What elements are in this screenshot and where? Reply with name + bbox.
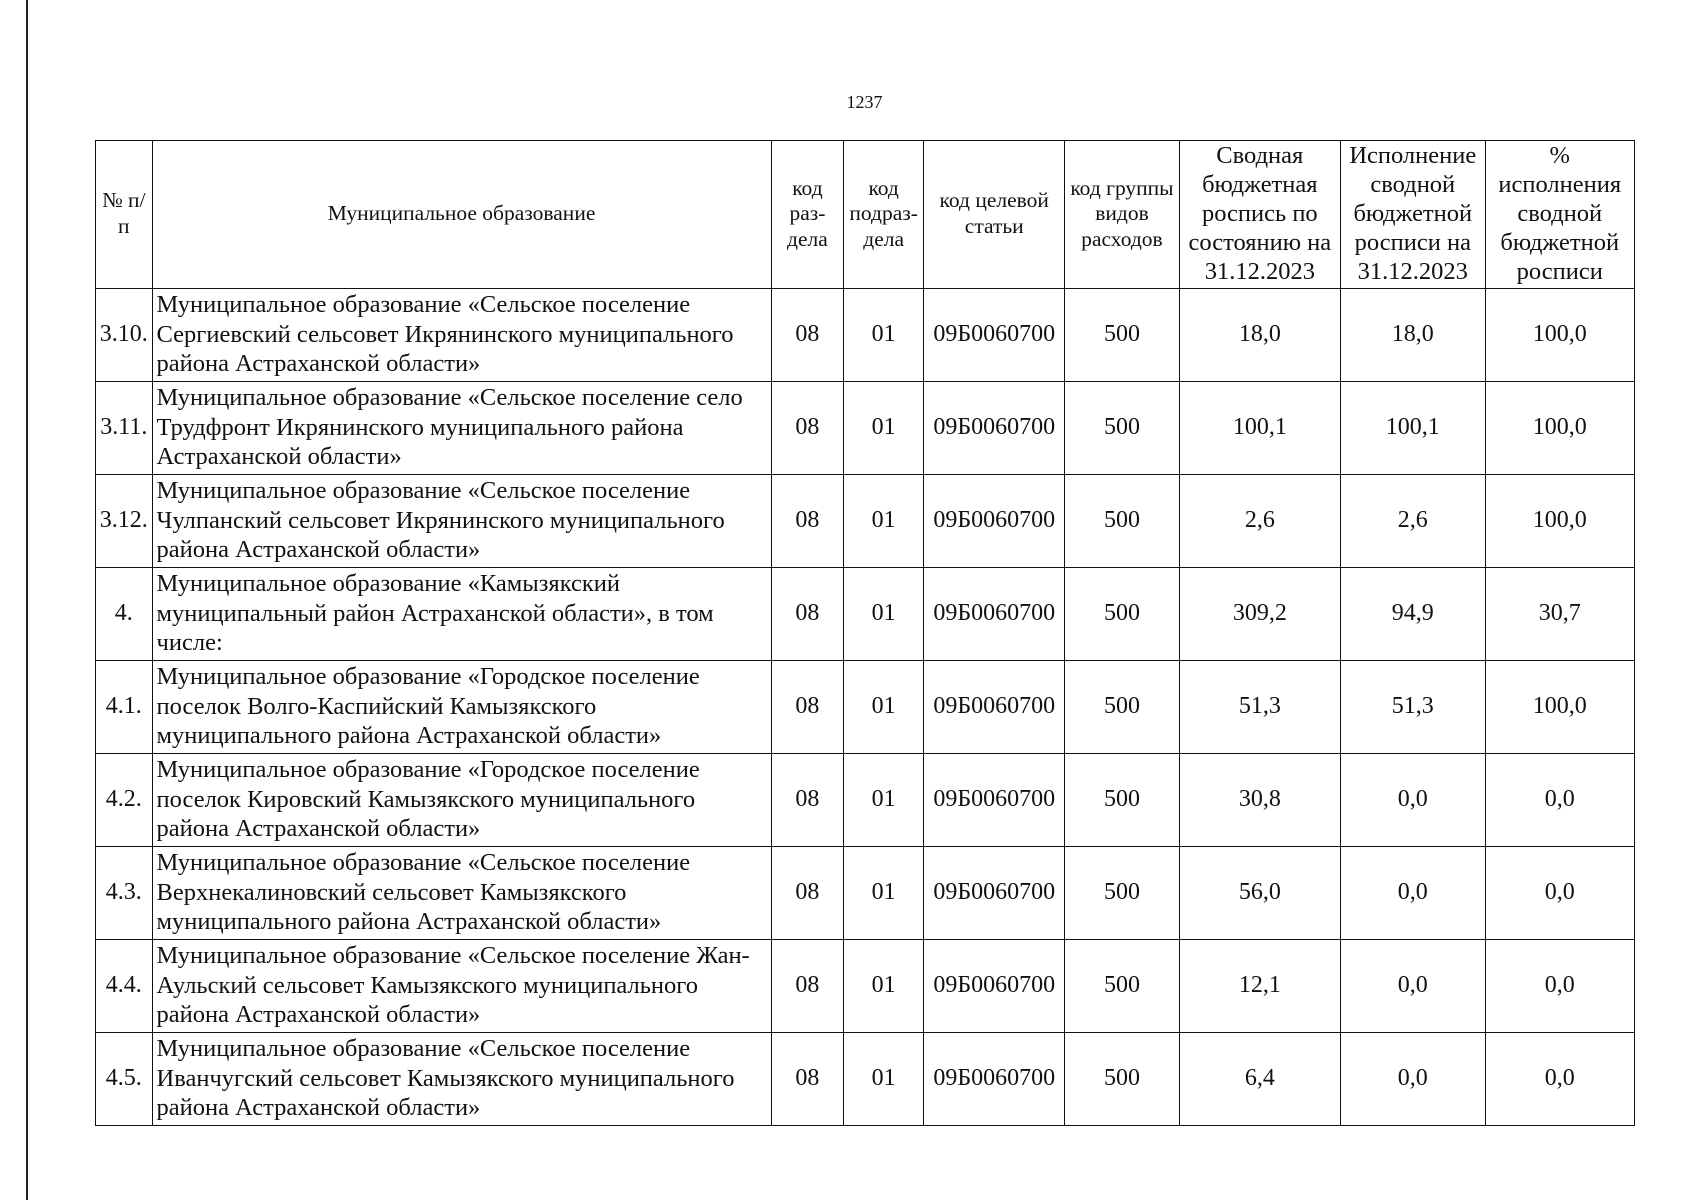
municipality-name: Муниципальное образование «Камызякский муниципальный район Астраханской области», в том числе:: [152, 567, 771, 660]
subsection-code: 01: [844, 567, 924, 660]
expense-type-code: 500: [1065, 567, 1179, 660]
subsection-code: 01: [844, 288, 924, 381]
budget-schedule-value: 309,2: [1179, 567, 1341, 660]
subsection-code: 01: [844, 753, 924, 846]
municipality-name: Муниципальное образование «Городское поселение поселок Волго-Каспийский Камызякского муниципального района Астраханской области»: [152, 660, 771, 753]
execution-value: 18,0: [1341, 288, 1485, 381]
target-code: 09Б0060700: [924, 660, 1065, 753]
row-number: 3.11.: [96, 381, 153, 474]
table-row: [96, 846, 1635, 939]
municipality-name: Муниципальное образование «Сельское поселение село Трудфронт Икрянинского муниципального района Астраханской области»: [152, 381, 771, 474]
municipality-name: Муниципальное образование «Сельское поселение Сергиевский сельсовет Икрянинского муниципального района Астраханской области»: [152, 288, 771, 381]
section-code: 08: [771, 753, 844, 846]
row-number: 4.: [96, 567, 153, 660]
section-code: 08: [771, 474, 844, 567]
execution-percent: 100,0: [1485, 381, 1635, 474]
subsection-code: 01: [844, 846, 924, 939]
section-code: 08: [771, 939, 844, 1032]
subsection-code: 01: [844, 381, 924, 474]
budget-schedule-value: 12,1: [1179, 939, 1341, 1032]
header-section-code: код раз-дела: [771, 141, 844, 289]
page-number: 1237: [846, 92, 883, 112]
target-code: 09Б0060700: [924, 288, 1065, 381]
table-row: [96, 288, 1635, 381]
budget-schedule-value: 18,0: [1179, 288, 1341, 381]
execution-value: 0,0: [1341, 1032, 1485, 1125]
municipality-name: Муниципальное образование «Сельское поселение Чулпанский сельсовет Икрянинского муниципального района Астраханской области»: [152, 474, 771, 567]
execution-value: 51,3: [1341, 660, 1485, 753]
target-code: 09Б0060700: [924, 939, 1065, 1032]
execution-value: 2,6: [1341, 474, 1485, 567]
execution-value: 0,0: [1341, 753, 1485, 846]
budget-schedule-value: 56,0: [1179, 846, 1341, 939]
subsection-code: 01: [844, 1032, 924, 1125]
section-code: 08: [771, 660, 844, 753]
execution-percent: 0,0: [1485, 1032, 1635, 1125]
budget-schedule-value: 51,3: [1179, 660, 1341, 753]
expense-type-code: 500: [1065, 381, 1179, 474]
table-row: [96, 567, 1635, 660]
subsection-code: 01: [844, 939, 924, 1032]
header-num: № п/п: [96, 141, 153, 289]
execution-percent: 100,0: [1485, 288, 1635, 381]
header-budget-schedule: Сводная бюджетная роспись по состоянию на 31.12.2023: [1179, 141, 1341, 289]
row-number: 4.2.: [96, 753, 153, 846]
scan-edge-line: [26, 0, 28, 1200]
table-row: [96, 474, 1635, 567]
section-code: 08: [771, 567, 844, 660]
execution-percent: 0,0: [1485, 753, 1635, 846]
expense-type-code: 500: [1065, 846, 1179, 939]
target-code: 09Б0060700: [924, 567, 1065, 660]
subsection-code: 01: [844, 474, 924, 567]
table-row: [96, 1032, 1635, 1125]
budget-schedule-value: 6,4: [1179, 1032, 1341, 1125]
section-code: 08: [771, 1032, 844, 1125]
target-code: 09Б0060700: [924, 1032, 1065, 1125]
execution-value: 0,0: [1341, 846, 1485, 939]
execution-value: 94,9: [1341, 567, 1485, 660]
header-execution-percent: % исполнения сводной бюджетной росписи: [1485, 141, 1635, 289]
target-code: 09Б0060700: [924, 381, 1065, 474]
header-expense-type-code: код группы видов расходов: [1065, 141, 1179, 289]
row-number: 4.5.: [96, 1032, 153, 1125]
expense-type-code: 500: [1065, 474, 1179, 567]
municipality-name: Муниципальное образование «Сельское поселение Жан-Аульский сельсовет Камызякского муниципального района Астраханской области»: [152, 939, 771, 1032]
subsection-code: 01: [844, 660, 924, 753]
table-row: [96, 939, 1635, 1032]
table-row: [96, 753, 1635, 846]
execution-value: 0,0: [1341, 939, 1485, 1032]
section-code: 08: [771, 381, 844, 474]
budget-schedule-value: 30,8: [1179, 753, 1341, 846]
target-code: 09Б0060700: [924, 753, 1065, 846]
header-municipality: Муниципальное образование: [152, 141, 771, 289]
table-row: [96, 660, 1635, 753]
row-number: 4.3.: [96, 846, 153, 939]
section-code: 08: [771, 846, 844, 939]
municipality-name: Муниципальное образование «Сельское поселение Верхнекалиновский сельсовет Камызякского муниципального района Астраханской области»: [152, 846, 771, 939]
expense-type-code: 500: [1065, 660, 1179, 753]
row-number: 3.10.: [96, 288, 153, 381]
execution-percent: 0,0: [1485, 846, 1635, 939]
execution-percent: 100,0: [1485, 474, 1635, 567]
municipality-name: Муниципальное образование «Городское поселение поселок Кировский Камызякского муниципального района Астраханской области»: [152, 753, 771, 846]
table-header-row: [96, 141, 1635, 289]
expense-type-code: 500: [1065, 753, 1179, 846]
expense-type-code: 500: [1065, 939, 1179, 1032]
row-number: 3.12.: [96, 474, 153, 567]
row-number: 4.4.: [96, 939, 153, 1032]
budget-schedule-value: 100,1: [1179, 381, 1341, 474]
budget-table: [95, 140, 1635, 1126]
expense-type-code: 500: [1065, 288, 1179, 381]
execution-percent: 100,0: [1485, 660, 1635, 753]
budget-schedule-value: 2,6: [1179, 474, 1341, 567]
execution-percent: 0,0: [1485, 939, 1635, 1032]
table-row: [96, 381, 1635, 474]
execution-percent: 30,7: [1485, 567, 1635, 660]
section-code: 08: [771, 288, 844, 381]
header-target-code: код целевой статьи: [924, 141, 1065, 289]
execution-value: 100,1: [1341, 381, 1485, 474]
row-number: 4.1.: [96, 660, 153, 753]
municipality-name: Муниципальное образование «Сельское поселение Иванчугский сельсовет Камызякского муниципального района Астраханской области»: [152, 1032, 771, 1125]
header-execution: Исполнение сводной бюджетной росписи на 31.12.2023: [1341, 141, 1485, 289]
expense-type-code: 500: [1065, 1032, 1179, 1125]
target-code: 09Б0060700: [924, 474, 1065, 567]
target-code: 09Б0060700: [924, 846, 1065, 939]
header-subsection-code: код подраз-дела: [844, 141, 924, 289]
